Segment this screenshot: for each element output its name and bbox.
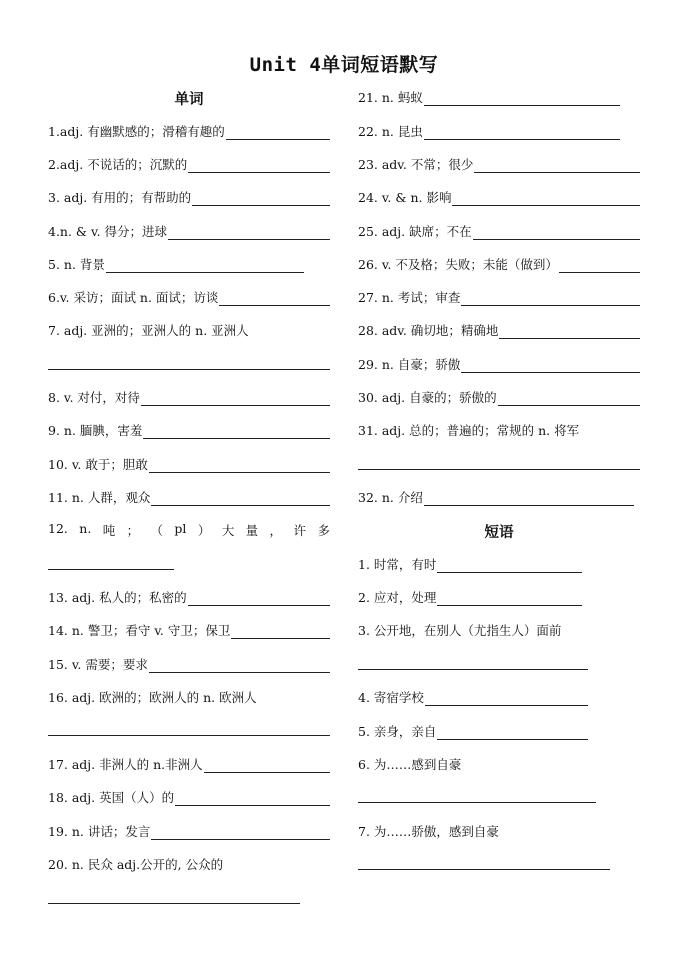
- answer-blank[interactable]: [231, 624, 330, 639]
- word-item-11: 11. n. 人群，观众: [48, 488, 330, 506]
- answer-blank[interactable]: [358, 668, 588, 670]
- phrase-item-4: 4. 寄宿学校: [358, 688, 588, 706]
- word-item-32: 32. n. 介绍: [358, 488, 634, 506]
- word-item-5: 5. n. 背景: [48, 255, 304, 273]
- answer-blank[interactable]: [204, 758, 330, 773]
- word-item-21: 21. n. 蚂蚁: [358, 88, 620, 106]
- word-item-16: 16. adj. 欧洲的；欧洲人的 n. 欧洲人: [48, 690, 257, 705]
- answer-blank[interactable]: [106, 258, 304, 273]
- answer-blank[interactable]: [498, 391, 640, 406]
- word-item-10: 10. v. 敢于；胆敢: [48, 455, 330, 473]
- word-item-8: 8. v. 对付，对待: [48, 388, 330, 406]
- word-item-15: 15. v. 需要；要求: [48, 655, 330, 673]
- answer-blank[interactable]: [168, 225, 330, 240]
- phrases-heading: 短语: [484, 524, 514, 541]
- answer-blank[interactable]: [149, 458, 330, 473]
- word-item-23: 23. adv. 不常；很少: [358, 155, 640, 173]
- answer-blank[interactable]: [141, 391, 330, 406]
- answer-blank[interactable]: [473, 225, 640, 240]
- phrase-item-1: 1. 时常，有时: [358, 555, 582, 573]
- phrase-item-3: 3. 公开地，在别人（尤指生人）面前: [358, 623, 562, 638]
- answer-blank[interactable]: [188, 158, 330, 173]
- word-item-7: 7. adj. 亚洲的；亚洲人的 n. 亚洲人: [48, 323, 249, 338]
- answer-blank[interactable]: [474, 158, 640, 173]
- word-item-29: 29. n. 自豪；骄傲: [358, 355, 640, 373]
- word-item-4: 4.n. & v. 得分；进球: [48, 222, 330, 240]
- answer-blank[interactable]: [219, 291, 330, 306]
- word-item-27: 27. n. 考试；审查: [358, 288, 640, 306]
- word-item-17: 17. adj. 非洲人的 n.非洲人: [48, 755, 330, 773]
- answer-blank[interactable]: [499, 324, 640, 339]
- phrase-item-7: 7. 为……骄傲，感到自豪: [358, 824, 499, 839]
- word-item-28: 28. adv. 确切地；精确地: [358, 321, 640, 339]
- word-item-13: 13. adj. 私人的；私密的: [48, 588, 330, 606]
- word-item-20: 20. n. 民众 adj.公开的, 公众的: [48, 857, 224, 872]
- phrase-item-6: 6. 为……感到自豪: [358, 757, 462, 772]
- answer-blank[interactable]: [143, 424, 330, 439]
- word-item-18: 18. adj. 英国（人）的: [48, 788, 330, 806]
- answer-blank[interactable]: [437, 591, 582, 606]
- answer-blank[interactable]: [48, 368, 330, 370]
- word-item-31: 31. adj. 总的；普遍的；常规的 n. 将军: [358, 423, 580, 438]
- answer-blank[interactable]: [461, 291, 640, 306]
- answer-blank[interactable]: [424, 491, 634, 506]
- answer-blank[interactable]: [358, 801, 596, 803]
- answer-blank[interactable]: [437, 725, 588, 740]
- word-item-14: 14. n. 警卫；看守 v. 守卫；保卫: [48, 621, 330, 639]
- words-heading: 单词: [174, 91, 204, 108]
- word-item-12: 12. n. 吨 ； （ pl ） 大 量 ， 许 多: [48, 521, 330, 538]
- answer-blank[interactable]: [151, 825, 330, 840]
- word-item-19: 19. n. 讲话；发言: [48, 822, 330, 840]
- answer-blank[interactable]: [48, 568, 174, 570]
- answer-blank[interactable]: [358, 468, 640, 470]
- answer-blank[interactable]: [437, 558, 582, 573]
- answer-blank[interactable]: [424, 125, 620, 140]
- answer-blank[interactable]: [48, 902, 300, 904]
- answer-blank[interactable]: [461, 358, 640, 373]
- answer-blank[interactable]: [175, 791, 330, 806]
- word-item-24: 24. v. & n. 影响: [358, 188, 640, 206]
- answer-blank[interactable]: [226, 125, 330, 140]
- page-title: Unit 4单词短语默写: [249, 54, 439, 76]
- word-item-30: 30. adj. 自豪的；骄傲的: [358, 388, 640, 406]
- answer-blank[interactable]: [48, 734, 330, 736]
- phrase-item-5: 5. 亲身，亲自: [358, 722, 588, 740]
- word-item-25: 25. adj. 缺席；不在: [358, 222, 640, 240]
- answer-blank[interactable]: [151, 491, 330, 506]
- answer-blank[interactable]: [425, 691, 588, 706]
- word-item-26: 26. v. 不及格；失败；未能（做到）: [358, 255, 640, 273]
- answer-blank[interactable]: [452, 191, 640, 206]
- answer-blank[interactable]: [149, 658, 330, 673]
- word-item-1: 1.adj. 有幽默感的；滑稽有趣的: [48, 122, 330, 140]
- word-item-2: 2.adj. 不说话的；沉默的: [48, 155, 330, 173]
- word-item-22: 22. n. 昆虫: [358, 122, 620, 140]
- word-item-9: 9. n. 腼腆，害羞: [48, 421, 330, 439]
- word-item-6: 6.v. 采访；面试 n. 面试；访谈: [48, 288, 330, 306]
- phrase-item-2: 2. 应对，处理: [358, 588, 582, 606]
- word-item-3: 3. adj. 有用的；有帮助的: [48, 188, 330, 206]
- answer-blank[interactable]: [188, 591, 330, 606]
- answer-blank[interactable]: [424, 91, 620, 106]
- answer-blank[interactable]: [559, 258, 640, 273]
- answer-blank[interactable]: [192, 191, 330, 206]
- answer-blank[interactable]: [358, 868, 610, 870]
